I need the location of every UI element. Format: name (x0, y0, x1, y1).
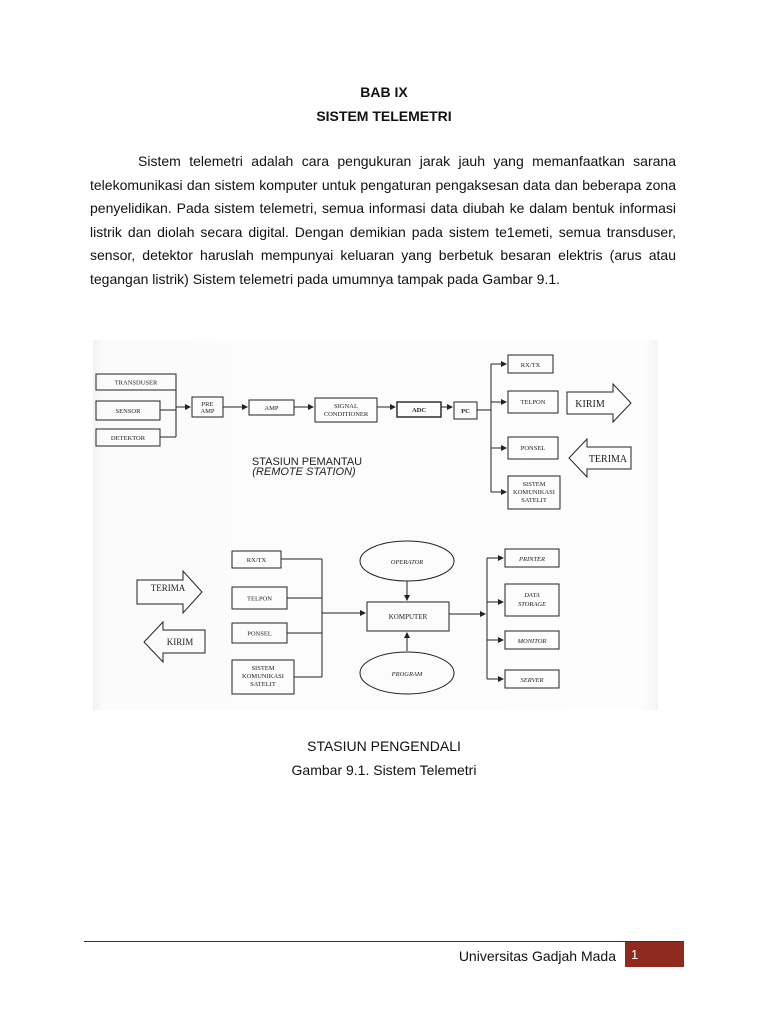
control-in-satelit-1: SISTEM (251, 665, 275, 672)
chapter-title: SISTEM TELEMETRI (316, 108, 452, 124)
remote-out-ponsel: PONSEL (520, 445, 546, 452)
control-in-telpon: TELPON (247, 595, 272, 603)
komputer-label: KOMPUTER (388, 613, 428, 621)
remote-station-subtitle: (REMOTE STATION) (252, 466, 356, 478)
control-out-printer: PRINTER (519, 556, 545, 563)
remote-station-title: STASIUN PEMANTAU (251, 456, 363, 468)
program-label: PROGRAM (391, 671, 423, 678)
control-out-server: SERVER (520, 677, 544, 684)
page-number: 1 (625, 942, 684, 967)
preamp-label-2: AMP (200, 408, 215, 415)
pc-label: PC (461, 408, 470, 415)
control-terima-label: TERIMA (150, 583, 186, 593)
remote-out-rxtx: RX/TX (520, 362, 541, 369)
remote-kirim-label: KIRIM (575, 399, 605, 410)
remote-input-transduser: TRANSDUSER (114, 379, 158, 387)
remote-out-telpon: TELPON (520, 399, 546, 406)
control-in-satelit-3: SATELIT (250, 681, 276, 688)
remote-terima-label: TERIMA (588, 454, 628, 465)
footer-institution: Universitas Gadjah Mada (458, 948, 616, 964)
adc-label: ADC (411, 407, 427, 414)
preamp-label-1: PRE (201, 401, 214, 408)
chapter-heading: BAB IX (360, 84, 408, 100)
control-in-ponsel: PONSEL (247, 630, 272, 638)
conditioner-label-2: CONDITIONER (323, 411, 369, 418)
control-in-satelit-2: KOMUNIKASI (242, 673, 284, 680)
remote-input-detektor: DETEKTOR (110, 435, 146, 442)
remote-input-sensor: SENSOR (115, 408, 141, 415)
control-out-data-storage-1: DATA (524, 592, 540, 599)
operator-label: OPERATOR (390, 559, 424, 566)
conditioner-label-1: SIGNAL (334, 403, 358, 410)
telemetry-diagram (93, 340, 658, 710)
amp-label: AMP (264, 405, 279, 412)
body-paragraph: Sistem telemetri adalah cara pengukuran jarak jauh yang memanfaatkan sarana telekomunikasi dan sistem komputer untuk pengaturan pengaksesan data dan beberapa zona penyelidikan. Pada sistem telemetri, semua informasi data diubah ke dalam bentuk informasi listrik dan diolah secara digital. Dengan demikian pada sistem te1emeti, semua transduser, sensor, detektor haruslah mempunyai keluaran yang berbetuk besaran elektris (arus atau tegangan listrik) Sistem telemetri pada umumnya tampak pada Gambar 9.1. (90, 153, 676, 287)
station-caption: STASIUN PENGENDALI (307, 738, 461, 754)
remote-out-satelit-1: SISTEM (522, 481, 546, 488)
remote-out-satelit-3: SATELIT (521, 497, 547, 504)
remote-out-satelit-2: KOMUNIKASI (513, 489, 555, 496)
control-out-data-storage-2: STORAGE (517, 601, 547, 608)
control-kirim-label: KIRIM (166, 637, 194, 647)
control-in-rxtx: RX/TX (246, 557, 267, 564)
footer-divider (84, 941, 684, 942)
figure-caption: Gambar 9.1. Sistem Telemetri (291, 762, 477, 778)
control-out-monitor: MONITOR (517, 638, 547, 645)
